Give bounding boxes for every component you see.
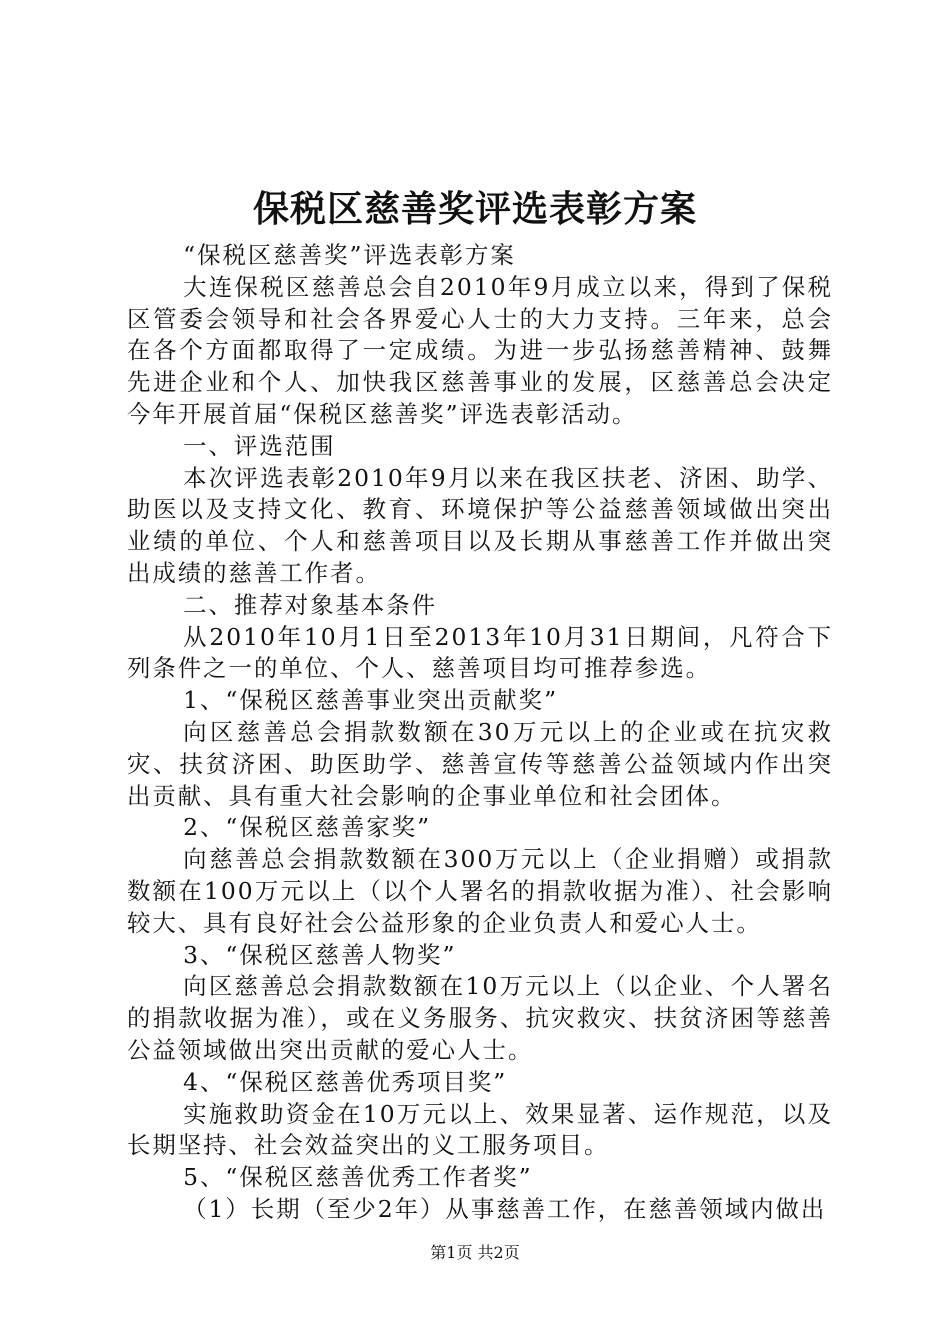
award-heading-2: 2、“保税区慈善家奖” xyxy=(183,813,432,842)
award-heading-3: 3、“保税区慈善人物奖” xyxy=(183,940,457,969)
section-heading-scope: 一、评选范围 xyxy=(183,431,336,460)
award-desc-5: （1）长期（至少2年）从事慈善工作，在慈善领域内做出 xyxy=(183,1194,827,1223)
award-desc-3: 向区慈善总会捐款数额在10万元以上（以企业、个人署名的捐款收据为准），或在义务服务、抗灾救灾、扶贫济困等慈善公益领域做出突出贡献的爱心人士。 xyxy=(127,972,833,1064)
award-heading-5: 5、“保税区慈善优秀工作者奖” xyxy=(183,1163,533,1192)
award-heading-4: 4、“保税区慈善优秀项目奖” xyxy=(183,1067,508,1096)
section-heading-conditions: 二、推荐对象基本条件 xyxy=(183,590,438,619)
award-desc-2: 向慈善总会捐款数额在300万元以上（企业捐赠）或捐款数额在100万元以上（以个人署名的捐款收据为准）、社会影响较大、具有良好社会公益形象的企业负责人和爱心人士。 xyxy=(127,845,833,937)
award-desc-1: 向区慈善总会捐款数额在30万元以上的企业或在抗灾救灾、扶贫济困、助医助学、慈善宣传等慈善公益领域内作出突出贡献、具有重大社会影响的企事业单位和社会团体。 xyxy=(127,717,833,810)
paragraph-subtitle: “保税区慈善奖”评选表彰方案 xyxy=(183,241,516,269)
paragraph-conditions: 从2010年10月1日至2013年10月31日期间，凡符合下列条件之一的单位、个人、慈善项目均可推荐参选。 xyxy=(127,622,833,683)
paragraph-intro: 大连保税区慈善总会自2010年9月成立以来，得到了保税区管委会领导和社会各界爱心人士的大力支持。三年来，总会在各个方面都取得了一定成绩。为进一步弘扬慈善精神、鼓舞先进企业和个人、加快我区慈善事业的发展，区慈善总会决定今年开展首届“保税区慈善奖”评选表彰活动。 xyxy=(127,272,833,428)
page-footer: 第1页 共2页 xyxy=(430,1243,520,1262)
paragraph-scope: 本次评选表彰2010年9月以来在我区扶老、济困、助学、助医以及支持文化、教育、环境保护等公益慈善领域做出突出业绩的单位、个人和慈善项目以及长期从事慈善工作并做出突出成绩的慈善工作者。 xyxy=(127,463,833,587)
award-desc-4: 实施救助资金在10万元以上、效果显著、运作规范，以及长期坚持、社会效益突出的义工服务项目。 xyxy=(127,1099,833,1160)
document-body xyxy=(127,240,833,1226)
award-heading-1: 1、“保税区慈善事业突出贡献奖” xyxy=(183,686,559,715)
document-title: 保税区慈善奖评选表彰方案 xyxy=(252,188,697,230)
